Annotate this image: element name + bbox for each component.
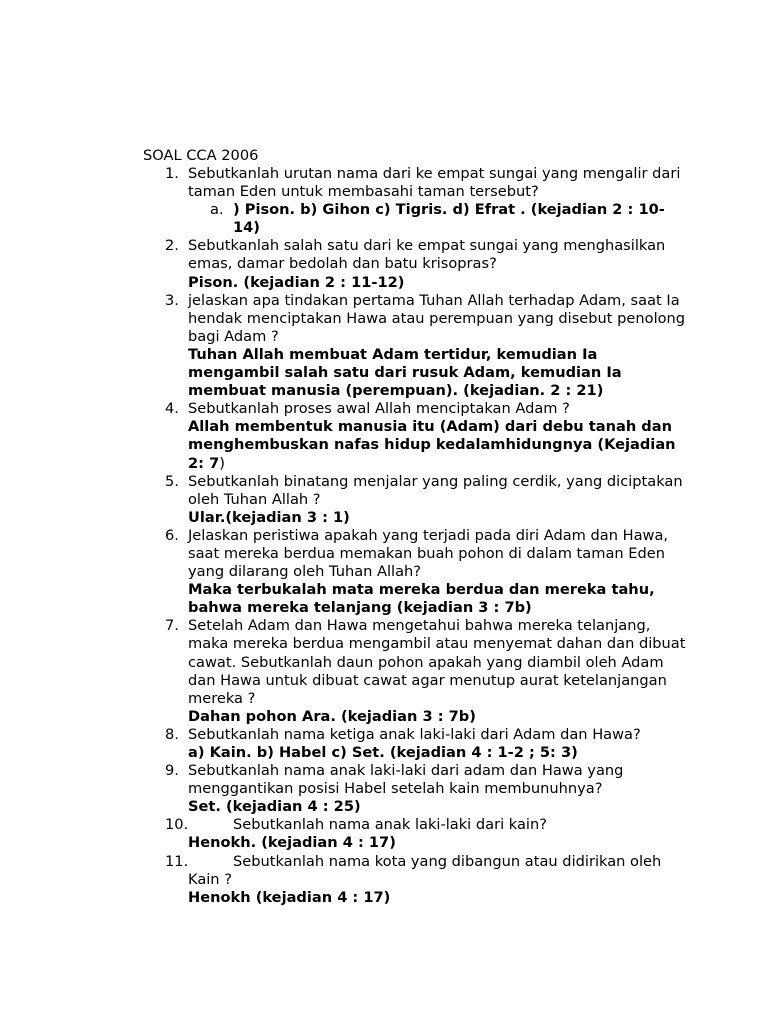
question-item [143,473,688,527]
question-number: 9. [165,762,179,780]
question-item [143,853,688,907]
answer-text: Ular.(kejadian 3 : 1) [188,508,350,526]
answer-text: Henokh. (kejadian 4 : 17) [188,834,396,852]
question-item [143,617,688,726]
question-item [143,816,688,852]
question-number: 11. [165,852,189,870]
question-number: 10. [165,816,189,834]
question-text: Sebutkanlah salah satu dari ke empat sungai yang menghasilkan emas, damar bedolah dan batu krisopras? [188,237,666,273]
answer-text: Allah membentuk manusia itu (Adam) dari debu tanah dan menghembuskan nafas hidup kedalamhidungnya (Kejadian 2: 7 [188,418,676,472]
question-item [143,400,688,472]
question-number: 2. [165,237,179,255]
answer-text: ) Pison. b) Gihon c) Tigris. d) Efrat . (kejadian 2 : 10-14) [233,201,665,237]
answer-block [188,418,688,472]
question-text: Sebutkanlah proses awal Allah menciptakan Adam ? [188,400,570,418]
question-item [143,237,688,291]
question-number: 6. [165,526,179,544]
question-text: Sebutkanlah nama kota yang dibangun atau didirikan oleh Kain ? [188,852,662,888]
answer-text: Dahan pohon Ara. (kejadian 3 : 7b) [188,707,476,725]
question-number: 7. [165,617,179,635]
question-text: Sebutkanlah urutan nama dari ke empat sungai yang mengalir dari taman Eden untuk membasahi taman tersebut? [188,165,681,201]
question-number: 3. [165,291,179,309]
question-text: jelaskan apa tindakan pertama Tuhan Allah terhadap Adam, saat Ia hendak menciptakan Hawa atau perempuan yang disebut penolong bagi Adam ? [188,291,686,345]
answer-text: Tuhan Allah membuat Adam tertidur, kemudian Ia mengambil salah satu dari rusuk Adam, kemudian Ia membuat manusia (perempuan). (kejadian. 2 : 21) [188,345,622,400]
question-number: 8. [165,725,179,743]
question-text: Sebutkanlah nama anak laki-laki dari adam dan Hawa yang menggantikan posisi Habel setelah kain membunuhnya? [188,762,624,798]
answer-text: Set. (kejadian 4 : 25) [188,798,361,816]
question-list [143,165,688,907]
question-number: 4. [165,400,179,418]
sub-answer-item [188,201,688,237]
question-item [143,292,688,401]
answer-text: Maka terbukalah mata mereka berdua dan mereka tahu, bahwa mereka telanjang (kejadian 3 : 7b) [188,581,655,617]
question-number: 1. [165,165,179,182]
question-text: Setelah Adam dan Hawa mengetahui bahwa mereka telanjang, maka mereka berdua mengambil atau menyemat dahan dan dibuat cawat. Sebutkanlah daun pohon apakah yang diambil oleh Adam dan Hawa untuk dibuat cawat agar menutup aurat ketelanjangan mereka ? [188,617,686,707]
question-text: Jelaskan peristiwa apakah yang terjadi pada diri Adam dan Hawa, saat mereka berdua memakan buah pohon di dalam taman Eden yang dilarang oleh Tuhan Allah? [188,526,669,581]
question-item [143,165,688,237]
answer-text: a) Kain. b) Habel c) Set. (kejadian 4 : 1-2 ; 5: 3) [188,744,578,761]
document-title: SOAL CCA 2006 [143,147,259,164]
answer-text: Pison. (kejadian 2 : 11-12) [188,273,405,291]
question-item [143,527,688,617]
question-item [143,762,688,816]
answer-text: Henokh (kejadian 4 : 17) [188,888,391,906]
sub-answer-letter: a. [210,201,224,219]
question-number: 5. [165,472,179,490]
answer-closing-paren: ) [219,454,225,472]
question-text: Sebutkanlah nama anak laki-laki dari kain? [233,816,547,834]
question-text: Sebutkanlah nama ketiga anak laki-laki dari Adam dan Hawa? [188,725,641,743]
question-text: Sebutkanlah binatang menjalar yang paling cerdik, yang diciptakan oleh Tuhan Allah ? [188,472,683,508]
question-item [143,726,688,762]
